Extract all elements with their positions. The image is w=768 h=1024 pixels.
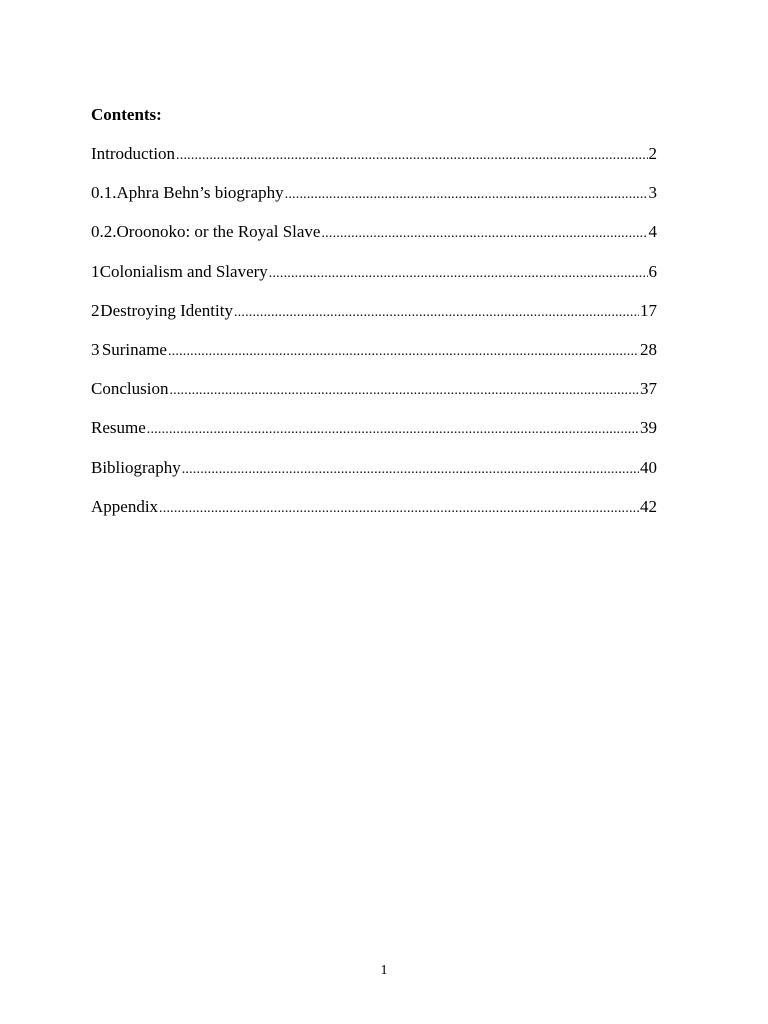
toc-entry-title: Oroonoko: or the Royal Slave (116, 222, 321, 242)
toc-entry-title: Destroying Identity (100, 300, 233, 320)
toc-entry-suriname (91, 339, 657, 378)
toc-entry-title: Suriname (101, 339, 167, 359)
toc-entry-page: 3 (648, 183, 657, 203)
toc-entry-number: 0.2. (91, 222, 117, 242)
toc-leader-dots (176, 145, 647, 167)
toc-entry-page: 40 (640, 457, 657, 477)
toc-entry-resume (91, 417, 657, 456)
toc-entry-biography (91, 182, 657, 221)
toc-entry-title: Resume (91, 418, 146, 438)
toc-entry-page: 4 (648, 222, 657, 242)
contents-heading: Contents: (91, 105, 162, 124)
toc-entry-page: 28 (640, 339, 657, 359)
toc-entry-bibliography (91, 457, 657, 496)
toc-leader-dots (182, 459, 639, 481)
toc-entry-page: 42 (640, 496, 657, 516)
toc-entry-page: 2 (648, 144, 657, 163)
toc-entry-introduction (91, 143, 657, 182)
toc-leader-dots (321, 223, 647, 245)
toc-entry-oroonoko (91, 221, 657, 260)
toc-leader-dots (159, 498, 639, 520)
toc-entry-title: Introduction (91, 144, 176, 163)
toc-entry-title: Conclusion (91, 379, 169, 399)
toc-leader-dots (234, 302, 639, 324)
toc-leader-dots (147, 419, 639, 441)
toc-entry-number: 1 (91, 261, 100, 281)
toc-entry-title: Aphra Behn’s biography (116, 183, 284, 203)
toc-entry-page: 17 (640, 300, 657, 320)
toc-entry-title: Colonialism and Slavery (99, 261, 268, 281)
toc-leader-dots (169, 380, 639, 402)
toc-entry-number: 3 (91, 339, 100, 359)
toc-entry-number: 0.1. (91, 183, 117, 203)
toc-entry-title: Bibliography (91, 457, 181, 477)
toc-entry-page: 37 (640, 379, 657, 399)
page-number: 1 (380, 963, 388, 978)
toc-entry-page: 39 (640, 418, 657, 438)
toc-leader-dots (285, 184, 648, 206)
toc-entry-identity (91, 300, 657, 339)
toc-entry-title: Appendix (91, 496, 159, 516)
toc-entry-page: 6 (648, 261, 657, 281)
toc-entry-colonialism (91, 261, 657, 300)
table-of-contents (91, 143, 657, 535)
toc-entry-number: 2 (91, 300, 100, 320)
toc-leader-dots (168, 341, 639, 363)
toc-entry-conclusion (91, 378, 657, 417)
toc-entry-appendix (91, 496, 657, 535)
toc-leader-dots (269, 263, 648, 285)
